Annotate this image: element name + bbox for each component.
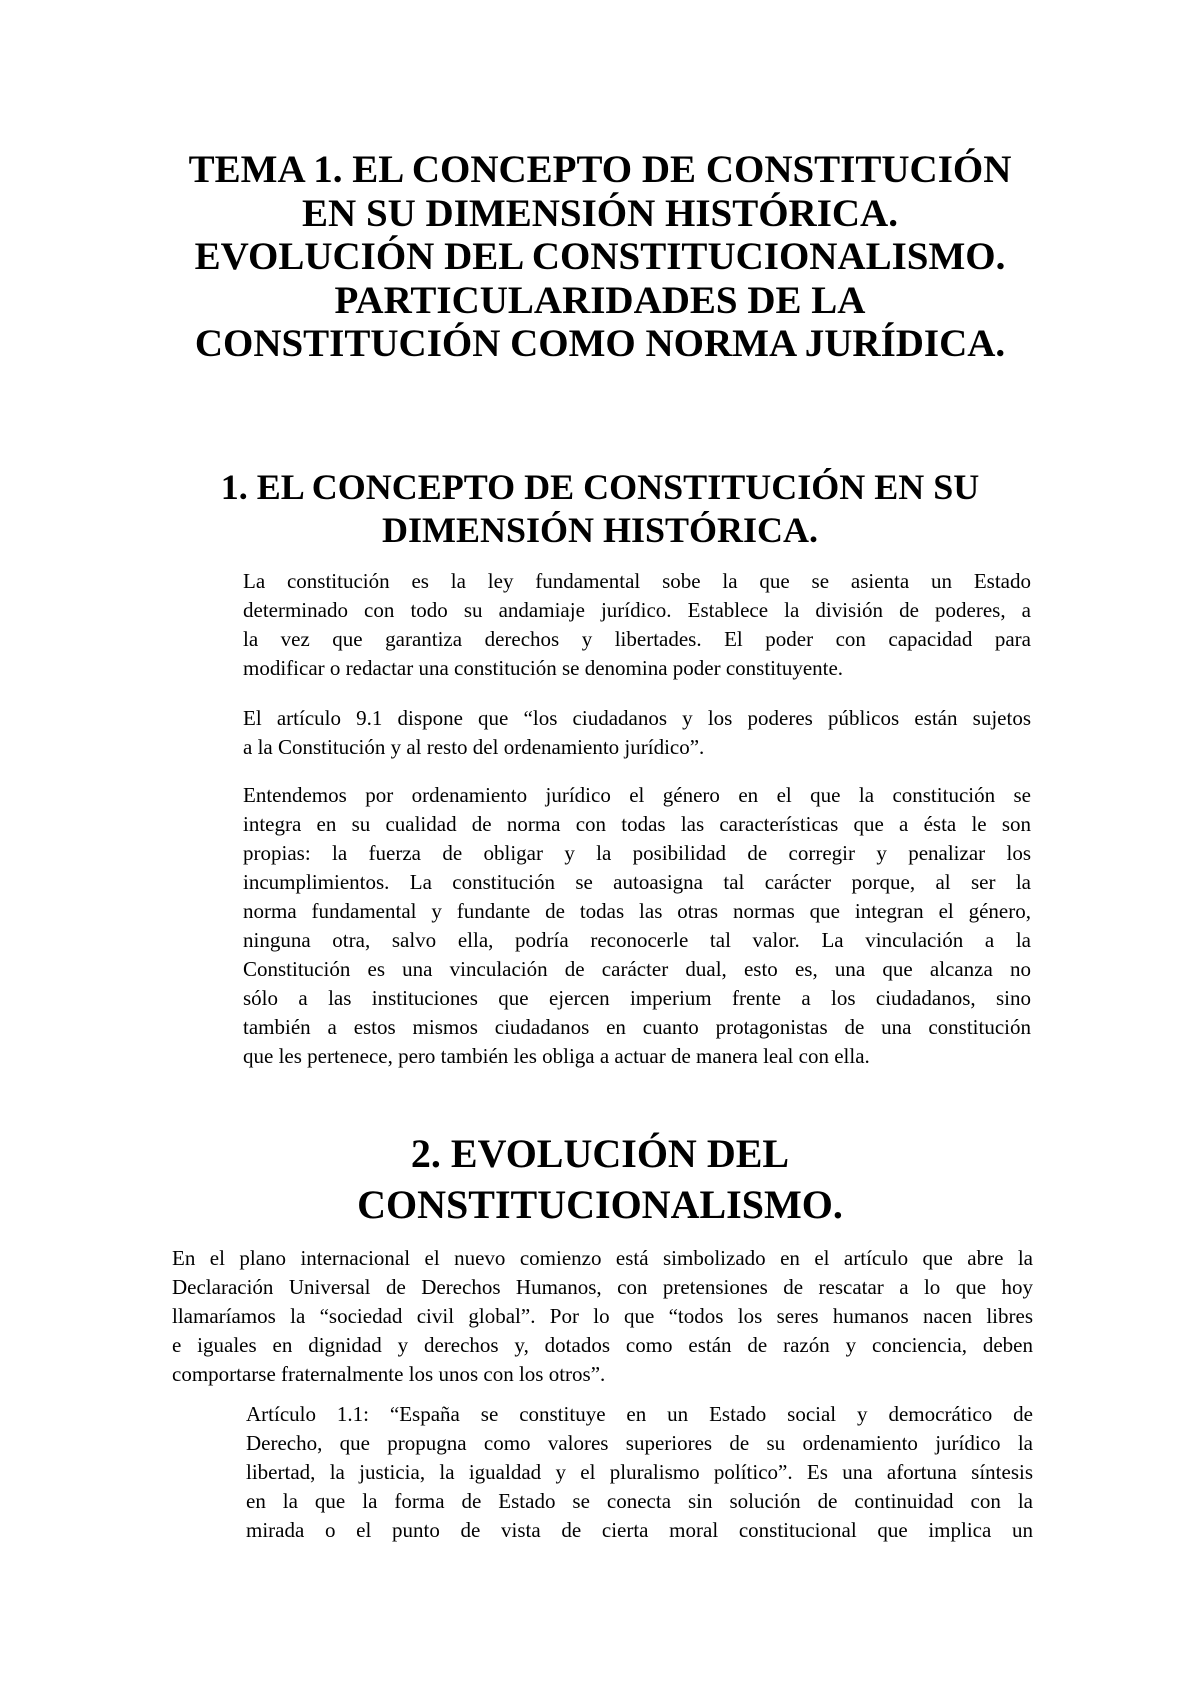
text-line: Derecho, que propugna como valores superiores de su ordenamiento jurídico la bbox=[246, 1431, 1033, 1455]
title-line: CONSTITUCIÓN COMO NORMA JURÍDICA. bbox=[194, 322, 1006, 365]
text-line: modificar o redactar una constitución se denomina poder constituyente. bbox=[243, 656, 844, 680]
text-line: norma fundamental y fundante de todas las otras normas que integran el género, bbox=[243, 899, 1031, 923]
text-line: integra en su cualidad de norma con todas las características que a ésta le son bbox=[243, 812, 1031, 836]
section-1-paragraph-1 bbox=[243, 567, 1031, 683]
text-line: Constitución es una vinculación de carácter dual, esto es, una que alcanza no bbox=[243, 957, 1031, 981]
heading-line: CONSTITUCIONALISMO. bbox=[357, 1182, 843, 1227]
text-line: sólo a las instituciones que ejercen imperium frente a los ciudadanos, sino bbox=[243, 986, 1031, 1010]
title-line: PARTICULARIDADES DE LA bbox=[334, 278, 866, 322]
text-line: llamaríamos la “sociedad civil global”. Por lo que “todos los seres humanos nacen libres bbox=[172, 1304, 1033, 1328]
heading-line: DIMENSIÓN HISTÓRICA. bbox=[381, 510, 819, 550]
section-1-heading bbox=[150, 466, 1050, 552]
section-2-paragraph-2 bbox=[246, 1400, 1033, 1545]
text-line: en la que la forma de Estado se conecta sin solución de continuidad con la bbox=[246, 1489, 1033, 1513]
text-line: libertad, la justicia, la igualdad y el pluralismo político”. Es una afortuna síntesis bbox=[246, 1460, 1033, 1484]
text-line: también a estos mismos ciudadanos en cuanto protagonistas de una constitución bbox=[243, 1015, 1031, 1039]
text-line: determinado con todo su andamiaje jurídico. Establece la división de poderes, a bbox=[243, 598, 1031, 622]
text-line: e iguales en dignidad y derechos y, dotados como están de razón y conciencia, deben bbox=[172, 1333, 1033, 1357]
text-line: La constitución es la ley fundamental sobe la que se asienta un Estado bbox=[243, 569, 1031, 593]
text-line: El artículo 9.1 dispone que “los ciudadanos y los poderes públicos están sujetos bbox=[243, 706, 1031, 730]
title-line: EVOLUCIÓN DEL CONSTITUCIONALISMO. bbox=[194, 235, 1006, 278]
heading-line: 2. EVOLUCIÓN DEL bbox=[410, 1131, 790, 1176]
text-line: que les pertenece, pero también les obliga a actuar de manera leal con ella. bbox=[243, 1044, 870, 1068]
title-line: TEMA 1. EL CONCEPTO DE CONSTITUCIÓN bbox=[188, 148, 1012, 191]
text-line: mirada o el punto de vista de cierta moral constitucional que implica un bbox=[246, 1518, 1033, 1542]
text-line: Entendemos por ordenamiento jurídico el género en el que la constitución se bbox=[243, 783, 1031, 807]
text-line: propias: la fuerza de obligar y la posibilidad de corregir y penalizar los bbox=[243, 841, 1031, 865]
text-line: Declaración Universal de Derechos Humanos, con pretensiones de rescatar a lo que hoy bbox=[172, 1275, 1033, 1299]
section-1-paragraph-2 bbox=[243, 704, 1031, 762]
section-1-paragraph-3 bbox=[243, 781, 1031, 1071]
text-line: Artículo 1.1: “España se constituye en un Estado social y democrático de bbox=[246, 1402, 1033, 1426]
text-line: ninguna otra, salvo ella, podría reconocerle tal valor. La vinculación a la bbox=[243, 928, 1031, 952]
heading-line: 1. EL CONCEPTO DE CONSTITUCIÓN EN SU bbox=[220, 467, 980, 507]
text-line: incumplimientos. La constitución se autoasigna tal carácter porque, al ser la bbox=[243, 870, 1031, 894]
text-line: a la Constitución y al resto del ordenamiento jurídico”. bbox=[243, 735, 705, 759]
section-2-paragraph-1 bbox=[172, 1244, 1033, 1389]
section-2-heading bbox=[150, 1128, 1050, 1230]
text-line: la vez que garantiza derechos y libertades. El poder con capacidad para bbox=[243, 627, 1031, 651]
text-line: comportarse fraternalmente los unos con los otros”. bbox=[172, 1362, 606, 1386]
text-line: En el plano internacional el nuevo comienzo está simbolizado en el artículo que abre la bbox=[172, 1246, 1033, 1270]
document-title bbox=[150, 148, 1050, 366]
title-line: EN SU DIMENSIÓN HISTÓRICA. bbox=[302, 191, 898, 235]
